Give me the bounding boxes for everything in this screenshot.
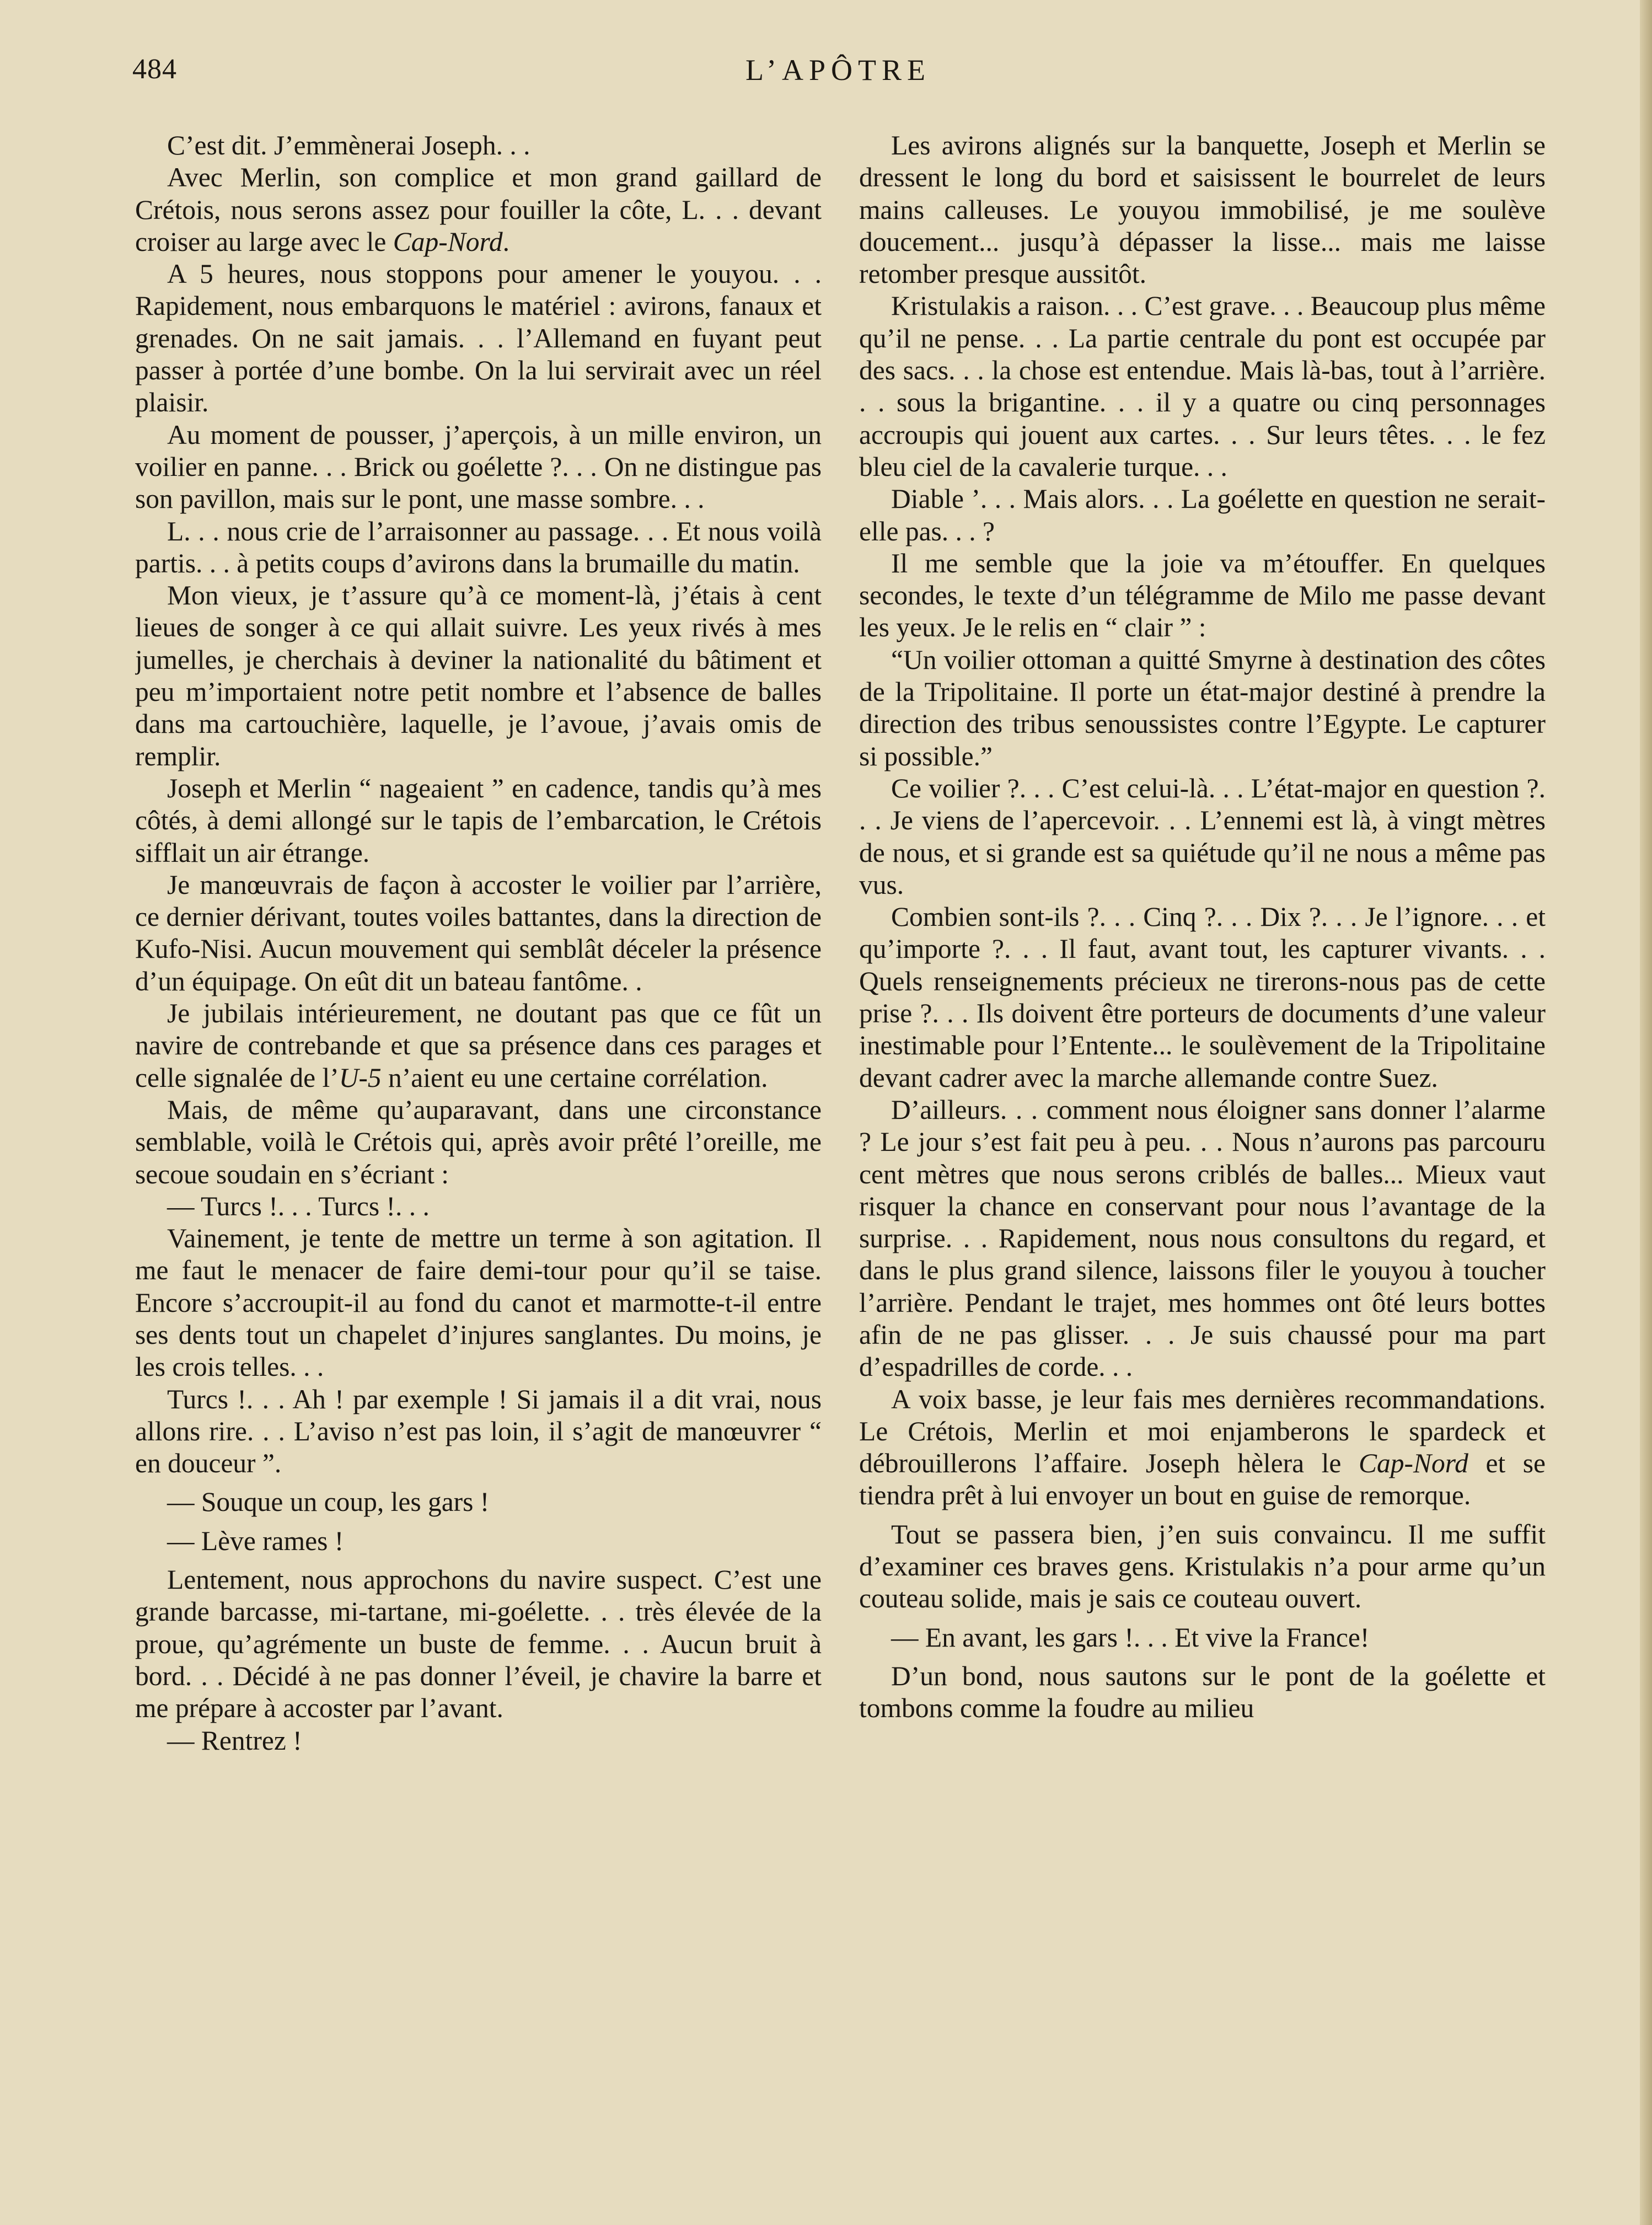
paragraph: Avec Merlin, son complice et mon grand gaillard de Crétois, nous serons assez pour fouiller la côte, L. . . devant croiser au large avec le Cap-Nord. (135, 162, 822, 257)
paragraph: D’ailleurs. . . comment nous éloigner sans donner l’alarme ? Le jour s’est fait peu à peu. . . Nous n’aurons pas parcouru cent mètres que nous serons criblés de balles... Mieux vaut risquer la chance en conservant pour nous l’avantage de la surprise. . . Rapidement, nous nous consultons du regard, et dans le plus grand silence, laissons filer le youyou à toucher l’arrière. Pendant le trajet, mes hommes ont ôté leurs bottes afin de ne pas glisser. . . Je suis chaussé pour ma part d’espadrilles de corde. . . (859, 1094, 1546, 1382)
paragraph: A voix basse, je leur fais mes dernières recommandations. Le Crétois, Merlin et moi enjamberons le spardeck et débrouillerons l’affaire. Joseph hèlera le Cap-Nord et se tiendra prêt à lui envoyer un bout en guise de remorque. (859, 1384, 1546, 1511)
dialogue-line: — Souque un coup, les gars ! (167, 1487, 490, 1518)
paragraph: Je jubilais intérieurement, ne doutant pas que ce fût un navire de contrebande et que sa présence dans ces parages et celle signalée de l’U-5 n’aient eu une certaine corrélation. (135, 998, 822, 1093)
paragraph: Je manœuvrais de façon à accoster le voilier par l’arrière, ce dernier dérivant, toutes voiles battantes, dans la direction de Kufo-Nisi. Aucun mouvement qui semblât déceler la présence d’un équipage. On eût dit un bateau fantôme. . (135, 869, 822, 996)
dialogue-line: — En avant, les gars !. . . Et vive la France! (891, 1622, 1370, 1653)
paragraph: Mais, de même qu’auparavant, dans une circonstance semblable, voilà le Crétois qui, après avoir prêté l’oreille, me secoue soudain en s’écriant : (135, 1094, 822, 1189)
paragraph: A 5 heures, nous stoppons pour amener le youyou. . . Rapidement, nous embarquons le matériel : avirons, fanaux et grenades. On ne sait jamais. . . l’Allemand en fuyant peut passer à portée d’une bombe. On la lui servirait avec un réel plaisir. (135, 259, 822, 418)
paragraph: Turcs !. . . Ah ! par exemple ! Si jamais il a dit vrai, nous allons rire. . . L’aviso n’est pas loin, il s’agit de manœuvrer “ en douceur ”. (135, 1384, 822, 1479)
left-column (135, 130, 822, 2181)
dialogue-line: — Rentrez ! (167, 1725, 302, 1756)
right-column (859, 130, 1546, 2181)
paragraph: Il me semble que la joie va m’étouffer. En quelques secondes, le texte d’un télégramme de Milo me passe devant les yeux. Je le relis en “ clair ” : (859, 548, 1546, 643)
paragraph: Mon vieux, je t’assure qu’à ce moment-là, j’étais à cent lieues de songer à ce qui allait suivre. Les yeux rivés à mes jumelles, je cherchais à deviner la nationalité du bâtiment et peu m’importaient notre petit nombre et l’absence de balles dans ma cartouchière, laquelle, je l’avoue, j’avais omis de remplir. (135, 580, 822, 771)
paragraph: Tout se passera bien, j’en suis convaincu. Il me suffit d’examiner ces braves gens. Kristulakis n’a pour arme qu’un couteau solide, mais je sais ce couteau ouvert. (859, 1519, 1546, 1614)
telegram-quote: “Un voilier ottoman a quitté Smyrne à destination des côtes de la Tripolitaine. Il porte un état-major destiné à prendre la direction des tribus senoussistes contre l’Egypte. Le capturer si possible.” (859, 644, 1546, 771)
paragraph: Diable ’. . . Mais alors. . . La goélette en question ne serait-elle pas. . . ? (859, 484, 1546, 546)
paragraph: Vainement, je tente de mettre un terme à son agitation. Il me faut le menacer de faire demi-tour pour qu’il se taise. Encore s’accroupit-il au fond du canot et marmotte-t-il entre ses dents tout un chapelet d’injures sanglantes. Du moins, je les crois telles. . . (135, 1223, 822, 1382)
paragraph: Combien sont-ils ?. . . Cinq ?. . . Dix ?. . . Je l’ignore. . . et qu’importe ?. . . Il faut, avant tout, les capturer vivants. . . Quels renseignements précieux ne tirerons-nous pas de cette prise ?. . . Ils doivent être porteurs de documents d’une valeur inestimable pour l’Entente... le soulèvement de la Tripolitaine devant cadrer avec la marche allemande contre Suez. (859, 902, 1546, 1093)
italic-name: U-5 (339, 1062, 382, 1093)
paragraph: C’est dit. J’emmènerai Joseph. . . (167, 130, 530, 160)
paragraph: Les avirons alignés sur la banquette, Joseph et Merlin se dressent le long du bord et saisissent le bourrelet de leurs mains calleuses. Le youyou immobilisé, je me soulève doucement... jusqu’à dépasser la lisse... mais me laisse retomber presque aussitôt. (859, 130, 1546, 289)
paragraph: Kristulakis a raison. . . C’est grave. . . Beaucoup plus même qu’il ne pense. . . La partie centrale du pont est occupée par des sacs. . . la chose est entendue. Mais là-bas, tout à l’arrière. . . sous la brigantine. . . il y a quatre ou cinq personnages accroupis qui jouent aux cartes. . . Sur leurs têtes. . . le fez bleu ciel de la cavalerie turque. . . (859, 291, 1546, 482)
dialogue-line: — Lève rames ! (167, 1525, 344, 1556)
paragraph: L. . . nous crie de l’arraisonner au passage. . . Et nous voilà partis. . . à petits coups d’avirons dans la brumaille du matin. (135, 516, 822, 578)
running-title: L’APÔTRE (745, 53, 931, 87)
page-header (132, 53, 1544, 103)
page-edge (1640, 0, 1652, 2225)
paragraph: Joseph et Merlin “ nageaient ” en cadence, tandis qu’à mes côtés, à demi allongé sur le tapis de l’embarcation, le Crétois sifflait un air étrange. (135, 773, 822, 868)
paragraph: D’un bond, nous sautons sur le pont de la goélette et tombons comme la foudre au milieu (859, 1660, 1546, 1724)
italic-name: Cap-Nord (1358, 1448, 1468, 1479)
paragraph: Lentement, nous approchons du navire suspect. C’est une grande barcasse, mi-tartane, mi-goélette. . . très élevée de la proue, qu’agrémente un buste de femme. . . Aucun bruit à bord. . . Décidé à ne pas donner l’éveil, je chavire la barre et me prépare à accoster par l’avant. (135, 1564, 822, 1724)
page-number: 484 (132, 53, 177, 85)
italic-name: Cap-Nord (393, 226, 503, 257)
paragraph: Au moment de pousser, j’aperçois, à un mille environ, un voilier en panne. . . Brick ou goélette ?. . . On ne distingue pas son pavillon, mais sur le pont, une masse sombre. . . (135, 419, 822, 514)
dialogue-line: — Turcs !. . . Turcs !. . . (167, 1191, 430, 1221)
paragraph: Ce voilier ?. . . C’est celui-là. . . L’état-major en question ?. . . Je viens de l’apercevoir. . . L’ennemi est là, à vingt mètres de nous, et si grande est sa quiétude qu’il ne nous a même pas vus. (859, 773, 1546, 900)
